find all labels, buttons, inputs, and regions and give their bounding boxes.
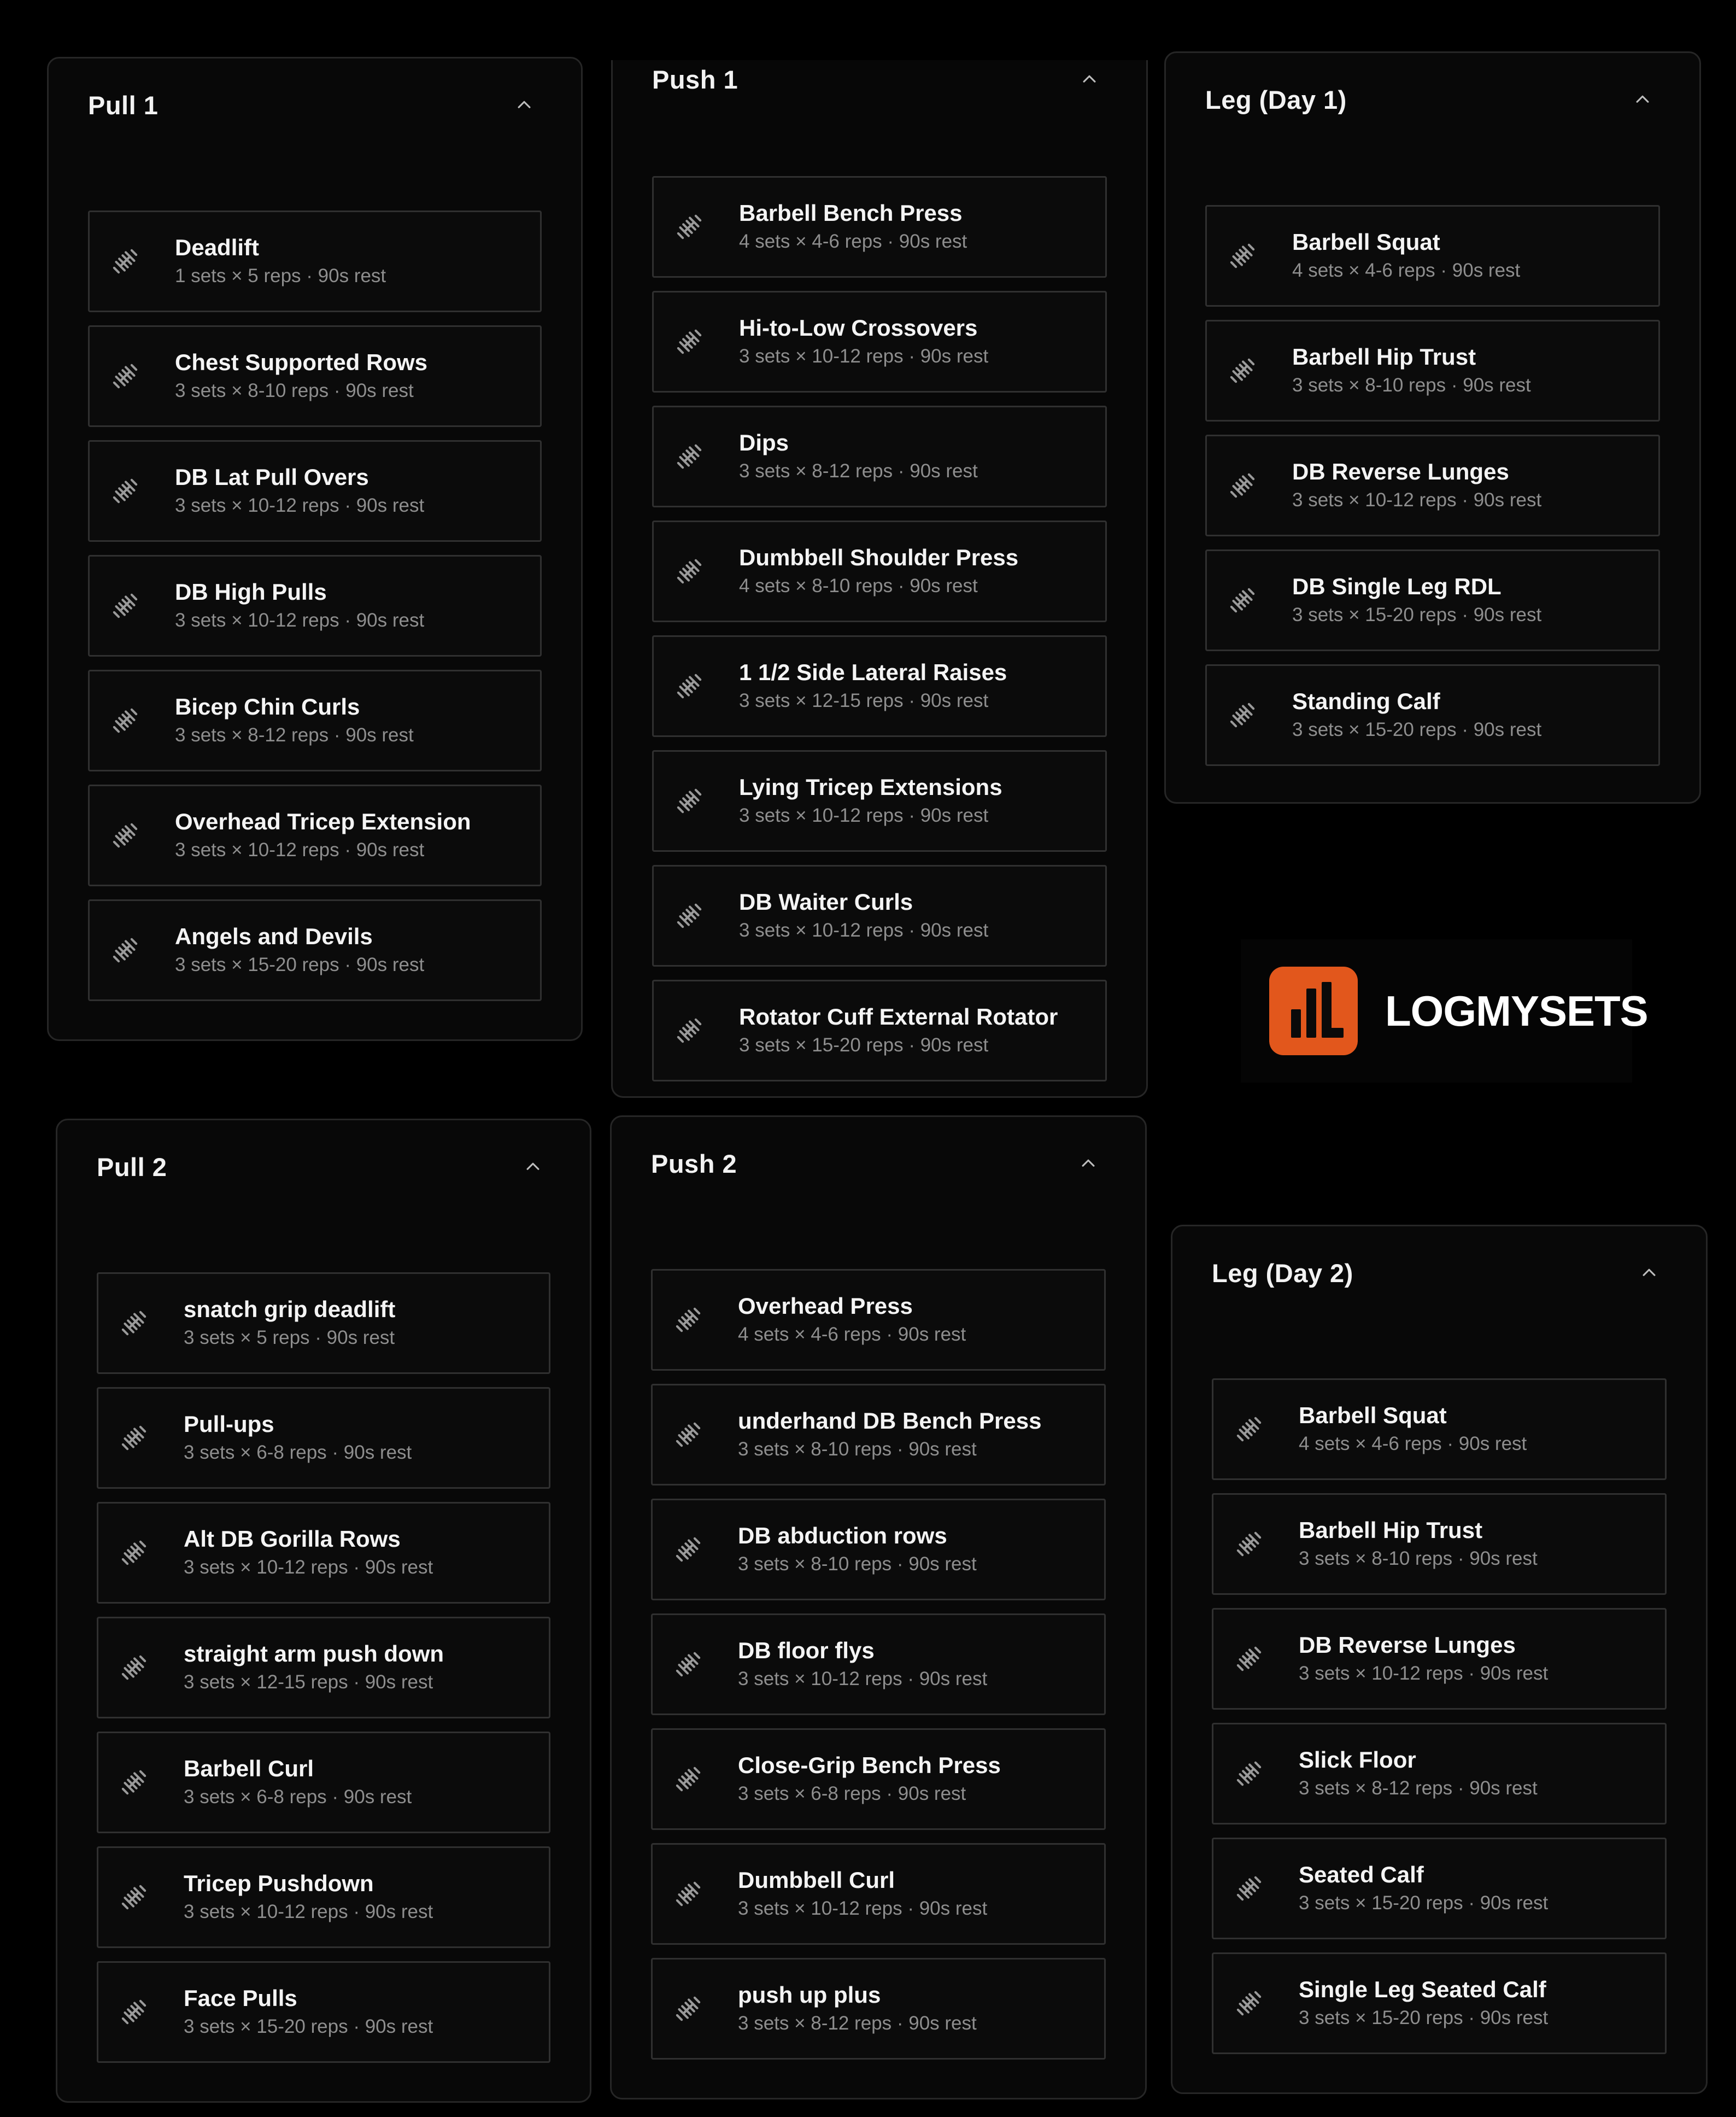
- exercise-meta: 4 sets × 4-6 reps · 90s rest: [1299, 1433, 1527, 1454]
- exercise-name: Dumbbell Curl: [738, 1867, 895, 1893]
- exercise-item[interactable]: [1205, 664, 1660, 766]
- exercise-name: snatch grip deadlift: [184, 1296, 396, 1322]
- exercise-text: [738, 1980, 977, 2037]
- exercise-meta: 3 sets × 8-10 reps · 90s rest: [1299, 1548, 1538, 1569]
- exercise-item[interactable]: [88, 325, 542, 427]
- exercise-meta: 3 sets × 6-8 reps · 90s rest: [738, 1783, 966, 1804]
- exercise-meta: 3 sets × 15-20 reps · 90s rest: [184, 2016, 433, 2037]
- dumbbell-icon: [672, 669, 706, 703]
- panel-header[interactable]: [97, 1126, 550, 1208]
- exercise-item[interactable]: [1212, 1608, 1667, 1710]
- exercise-name: Overhead Press: [738, 1293, 913, 1319]
- exercise-name: Dumbbell Shoulder Press: [739, 545, 1019, 570]
- exercise-item[interactable]: [1212, 1723, 1667, 1824]
- exercise-name: Barbell Curl: [184, 1756, 314, 1781]
- chevron-up-icon[interactable]: [1071, 1146, 1106, 1181]
- exercise-text: [739, 1002, 1058, 1059]
- exercise-name: DB Single Leg RDL: [1292, 574, 1502, 599]
- dumbbell-icon: [672, 1014, 706, 1048]
- dumbbell-icon: [117, 1995, 151, 2029]
- dumbbell-icon: [671, 1992, 705, 2026]
- exercise-meta: 3 sets × 15-20 reps · 90s rest: [1292, 604, 1542, 625]
- exercise-name: Hi-to-Low Crossovers: [739, 315, 978, 341]
- exercise-text: [184, 1410, 412, 1466]
- exercise-meta: 3 sets × 15-20 reps · 90s rest: [1299, 1892, 1549, 1914]
- dumbbell-icon: [671, 1303, 705, 1337]
- exercise-meta: 3 sets × 8-12 reps · 90s rest: [739, 460, 978, 482]
- exercise-item[interactable]: [652, 521, 1107, 622]
- exercise-name: Overhead Tricep Extension: [175, 809, 471, 834]
- exercise-text: [175, 348, 427, 405]
- exercise-meta: 3 sets × 10-12 reps · 90s rest: [175, 839, 425, 861]
- exercise-name: Face Pulls: [184, 1985, 297, 2011]
- exercise-name: Lying Tricep Extensions: [739, 774, 1002, 800]
- exercise-name: DB Reverse Lunges: [1299, 1632, 1516, 1658]
- dumbbell-icon: [1232, 1642, 1266, 1676]
- panel-title: Push 1: [652, 65, 738, 94]
- exercise-name: Close-Grip Bench Press: [738, 1752, 1001, 1778]
- exercise-meta: 4 sets × 4-6 reps · 90s rest: [1292, 260, 1521, 281]
- exercise-item[interactable]: [97, 1502, 550, 1604]
- exercise-meta: 3 sets × 8-10 reps · 90s rest: [175, 380, 414, 401]
- exercise-name: Angels and Devils: [175, 923, 373, 949]
- dumbbell-icon: [672, 440, 706, 473]
- exercise-meta: 3 sets × 8-10 reps · 90s rest: [738, 1553, 977, 1575]
- dumbbell-icon: [1232, 1412, 1266, 1446]
- workout-panel: [1164, 51, 1701, 804]
- panel-title: Leg (Day 1): [1205, 85, 1347, 114]
- dumbbell-icon: [117, 1880, 151, 1914]
- dumbbell-icon: [117, 1765, 151, 1799]
- exercise-meta: 3 sets × 10-12 reps · 90s rest: [1299, 1663, 1549, 1684]
- exercise-text: [1299, 1516, 1538, 1572]
- exercise-item[interactable]: [1205, 320, 1660, 422]
- exercise-text: [184, 1869, 433, 1926]
- exercise-meta: 3 sets × 10-12 reps · 90s rest: [184, 1901, 433, 1922]
- exercise-meta: 3 sets × 12-15 reps · 90s rest: [739, 690, 989, 711]
- exercise-item[interactable]: [97, 1272, 550, 1374]
- exercise-name: Barbell Hip Trust: [1299, 1517, 1483, 1543]
- exercise-meta: 4 sets × 4-6 reps · 90s rest: [739, 231, 967, 252]
- exercise-meta: 3 sets × 10-12 reps · 90s rest: [738, 1668, 988, 1689]
- exercise-name: Barbell Squat: [1299, 1402, 1447, 1428]
- exercise-meta: 3 sets × 15-20 reps · 90s rest: [1299, 2007, 1549, 2028]
- exercise-text: [1292, 342, 1531, 399]
- exercise-meta: 4 sets × 8-10 reps · 90s rest: [739, 575, 978, 596]
- chevron-up-icon[interactable]: [1625, 82, 1660, 117]
- exercise-name: Alt DB Gorilla Rows: [184, 1526, 401, 1552]
- exercise-text: [1292, 227, 1520, 284]
- exercise-item[interactable]: [1212, 1493, 1667, 1595]
- exercise-name: Bicep Chin Curls: [175, 694, 360, 720]
- exercise-text: [739, 773, 1002, 829]
- exercise-name: Seated Calf: [1299, 1862, 1424, 1887]
- exercise-item[interactable]: [1212, 1838, 1667, 1939]
- exercise-text: [184, 1754, 412, 1811]
- exercise-item[interactable]: [97, 1387, 550, 1489]
- exercise-name: Slick Floor: [1299, 1747, 1416, 1773]
- panel-header[interactable]: [1212, 1232, 1667, 1314]
- exercise-meta: 3 sets × 10-12 reps · 90s rest: [184, 1557, 433, 1578]
- exercise-name: DB High Pulls: [175, 579, 327, 605]
- exercise-text: [1299, 1401, 1527, 1458]
- dumbbell-icon: [117, 1651, 151, 1685]
- exercise-meta: 3 sets × 15-20 reps · 90s rest: [175, 954, 425, 975]
- dumbbell-icon: [672, 325, 706, 359]
- dumbbell-icon: [1232, 1757, 1266, 1791]
- exercise-meta: 3 sets × 8-12 reps · 90s rest: [175, 724, 414, 746]
- exercise-meta: 3 sets × 10-12 reps · 90s rest: [739, 346, 989, 367]
- dumbbell-icon: [672, 554, 706, 588]
- exercise-item[interactable]: [651, 1728, 1106, 1830]
- exercise-text: [1299, 1860, 1548, 1917]
- exercise-text: [184, 1524, 433, 1581]
- dumbbell-icon: [1232, 1986, 1266, 2020]
- exercise-item[interactable]: [1212, 1378, 1667, 1480]
- exercise-name: DB Reverse Lunges: [1292, 459, 1509, 484]
- exercise-meta: 3 sets × 10-12 reps · 90s rest: [739, 920, 989, 941]
- dumbbell-icon: [671, 1418, 705, 1452]
- exercise-name: Barbell Hip Trust: [1292, 344, 1476, 370]
- exercise-text: [175, 807, 471, 864]
- dumbbell-icon: [672, 899, 706, 933]
- exercise-meta: 1 sets × 5 reps · 90s rest: [175, 265, 386, 286]
- exercise-item[interactable]: [1205, 205, 1660, 307]
- dumbbell-icon: [117, 1306, 151, 1340]
- dumbbell-icon: [671, 1877, 705, 1911]
- exercise-text: [1292, 457, 1541, 514]
- exercise-text: [739, 658, 1007, 715]
- logo-text: LOGMYSETS: [1385, 986, 1648, 1035]
- exercise-item[interactable]: [652, 291, 1107, 393]
- exercise-text: [184, 1295, 395, 1352]
- panel-title: Push 2: [651, 1149, 737, 1178]
- dumbbell-icon: [108, 933, 142, 967]
- workout-panel: [56, 1119, 591, 2103]
- chevron-up-icon[interactable]: [507, 87, 542, 122]
- chevron-up-icon[interactable]: [1632, 1255, 1667, 1290]
- exercise-item[interactable]: [97, 1961, 550, 2063]
- dumbbell-icon: [108, 359, 142, 393]
- exercise-meta: 3 sets × 5 reps · 90s rest: [184, 1327, 395, 1348]
- exercise-meta: 3 sets × 6-8 reps · 90s rest: [184, 1442, 412, 1463]
- panel-header[interactable]: [1205, 59, 1660, 141]
- exercise-name: underhand DB Bench Press: [738, 1408, 1042, 1434]
- exercise-text: [1299, 1630, 1548, 1687]
- exercise-name: Tricep Pushdown: [184, 1870, 374, 1896]
- exercise-name: push up plus: [738, 1982, 881, 2008]
- exercise-name: DB Lat Pull Overs: [175, 464, 369, 490]
- exercise-meta: 3 sets × 10-12 reps · 90s rest: [175, 610, 425, 631]
- exercise-name: Deadlift: [175, 235, 260, 260]
- exercise-text: [184, 1639, 444, 1696]
- exercise-text: [739, 543, 1018, 600]
- exercise-item[interactable]: [88, 440, 542, 542]
- exercise-meta: 3 sets × 8-10 reps · 90s rest: [738, 1438, 977, 1460]
- exercise-item[interactable]: [651, 1843, 1106, 1945]
- exercise-name: Rotator Cuff External Rotator: [739, 1004, 1058, 1030]
- exercise-name: Standing Calf: [1292, 688, 1440, 714]
- panel-title: Leg (Day 2): [1212, 1258, 1353, 1288]
- exercise-text: [738, 1751, 1001, 1808]
- exercise-name: Dips: [739, 430, 789, 455]
- dumbbell-icon: [1225, 698, 1259, 732]
- chevron-up-icon[interactable]: [1072, 62, 1107, 97]
- exercise-text: [738, 1291, 966, 1348]
- panel-header[interactable]: [651, 1122, 1106, 1204]
- logo-mark-icon: [1269, 967, 1358, 1055]
- dumbbell-icon: [671, 1762, 705, 1796]
- exercise-text: [1292, 572, 1541, 629]
- dumbbell-icon: [108, 818, 142, 852]
- exercise-meta: 3 sets × 8-12 reps · 90s rest: [738, 2013, 977, 2034]
- panel-title: Pull 2: [97, 1152, 167, 1182]
- workout-panel: [610, 1115, 1147, 2100]
- exercise-item[interactable]: [88, 210, 542, 312]
- exercise-item[interactable]: [652, 980, 1107, 1081]
- exercise-text: [739, 428, 978, 485]
- exercise-item[interactable]: [652, 865, 1107, 967]
- exercise-text: [175, 692, 414, 749]
- dumbbell-icon: [117, 1536, 151, 1570]
- dumbbell-icon: [1225, 239, 1259, 273]
- exercise-name: Pull-ups: [184, 1411, 274, 1437]
- dumbbell-icon: [672, 784, 706, 818]
- exercise-name: Barbell Bench Press: [739, 200, 963, 226]
- exercise-item[interactable]: [1205, 435, 1660, 536]
- exercise-text: [739, 313, 988, 370]
- exercise-text: [738, 1636, 987, 1693]
- exercise-item[interactable]: [97, 1846, 550, 1948]
- workout-panel: [1171, 1225, 1708, 2094]
- panel-title: Pull 1: [88, 90, 159, 120]
- exercise-item[interactable]: [88, 670, 542, 771]
- exercise-text: [738, 1406, 1041, 1463]
- exercise-item[interactable]: [652, 635, 1107, 737]
- workout-panel: [611, 60, 1148, 1098]
- exercise-name: Chest Supported Rows: [175, 349, 428, 375]
- exercise-meta: 3 sets × 6-8 reps · 90s rest: [184, 1786, 412, 1808]
- exercise-item[interactable]: [97, 1732, 550, 1833]
- exercise-name: 1 1/2 Side Lateral Raises: [739, 659, 1007, 685]
- exercise-meta: 3 sets × 8-10 reps · 90s rest: [1292, 375, 1531, 396]
- exercise-item[interactable]: [652, 406, 1107, 507]
- dumbbell-icon: [672, 210, 706, 244]
- exercise-item[interactable]: [652, 176, 1107, 278]
- exercise-text: [739, 198, 967, 255]
- exercise-meta: 3 sets × 8-12 reps · 90s rest: [1299, 1777, 1538, 1799]
- exercise-item[interactable]: [1205, 549, 1660, 651]
- dumbbell-icon: [108, 704, 142, 738]
- dumbbell-icon: [671, 1533, 705, 1566]
- dumbbell-icon: [1225, 469, 1259, 502]
- exercise-text: [738, 1865, 987, 1922]
- exercise-text: [175, 463, 424, 519]
- workout-panel: [47, 57, 583, 1041]
- exercise-meta: 3 sets × 12-15 reps · 90s rest: [184, 1671, 433, 1693]
- dumbbell-icon: [1225, 583, 1259, 617]
- exercise-meta: 3 sets × 10-12 reps · 90s rest: [739, 805, 989, 826]
- exercise-item[interactable]: [651, 1499, 1106, 1600]
- dumbbell-icon: [1225, 354, 1259, 388]
- exercise-meta: 3 sets × 10-12 reps · 90s rest: [175, 495, 425, 516]
- exercise-meta: 3 sets × 15-20 reps · 90s rest: [1292, 719, 1542, 740]
- exercise-text: [175, 922, 424, 979]
- logmysets-logo: [1241, 939, 1648, 1083]
- dumbbell-icon: [108, 474, 142, 508]
- exercise-meta: 3 sets × 10-12 reps · 90s rest: [1292, 489, 1542, 511]
- exercise-meta: 3 sets × 10-12 reps · 90s rest: [738, 1898, 988, 1919]
- exercise-name: straight arm push down: [184, 1641, 444, 1666]
- exercise-meta: 4 sets × 4-6 reps · 90s rest: [738, 1324, 966, 1345]
- dumbbell-icon: [1232, 1872, 1266, 1905]
- exercise-item[interactable]: [651, 1958, 1106, 2060]
- exercise-text: [738, 1521, 977, 1578]
- dumbbell-icon: [108, 244, 142, 278]
- exercise-item[interactable]: [652, 750, 1107, 852]
- chevron-up-icon[interactable]: [515, 1149, 550, 1184]
- exercise-text: [1299, 1745, 1538, 1802]
- dumbbell-icon: [117, 1421, 151, 1455]
- exercise-text: [1299, 1975, 1548, 2032]
- exercise-meta: 3 sets × 15-20 reps · 90s rest: [739, 1034, 989, 1056]
- exercise-name: DB abduction rows: [738, 1523, 947, 1548]
- exercise-text: [739, 887, 988, 944]
- exercise-item[interactable]: [651, 1613, 1106, 1715]
- dumbbell-icon: [108, 589, 142, 623]
- exercise-item[interactable]: [88, 555, 542, 657]
- exercise-item[interactable]: [1212, 1952, 1667, 2054]
- exercise-name: Single Leg Seated Calf: [1299, 1976, 1546, 2002]
- exercise-text: [175, 233, 386, 290]
- exercise-item[interactable]: [651, 1384, 1106, 1486]
- exercise-text: [175, 577, 424, 634]
- exercise-item[interactable]: [97, 1617, 550, 1718]
- exercise-name: DB Waiter Curls: [739, 889, 913, 915]
- exercise-item[interactable]: [88, 899, 542, 1001]
- exercise-text: [1292, 687, 1541, 744]
- exercise-item[interactable]: [88, 785, 542, 886]
- exercise-name: Barbell Squat: [1292, 229, 1440, 255]
- exercise-name: DB floor flys: [738, 1638, 875, 1663]
- exercise-text: [184, 1984, 433, 2040]
- panel-header[interactable]: [88, 64, 542, 146]
- dumbbell-icon: [671, 1647, 705, 1681]
- panel-header[interactable]: [652, 38, 1107, 120]
- exercise-item[interactable]: [651, 1269, 1106, 1371]
- dumbbell-icon: [1232, 1527, 1266, 1561]
